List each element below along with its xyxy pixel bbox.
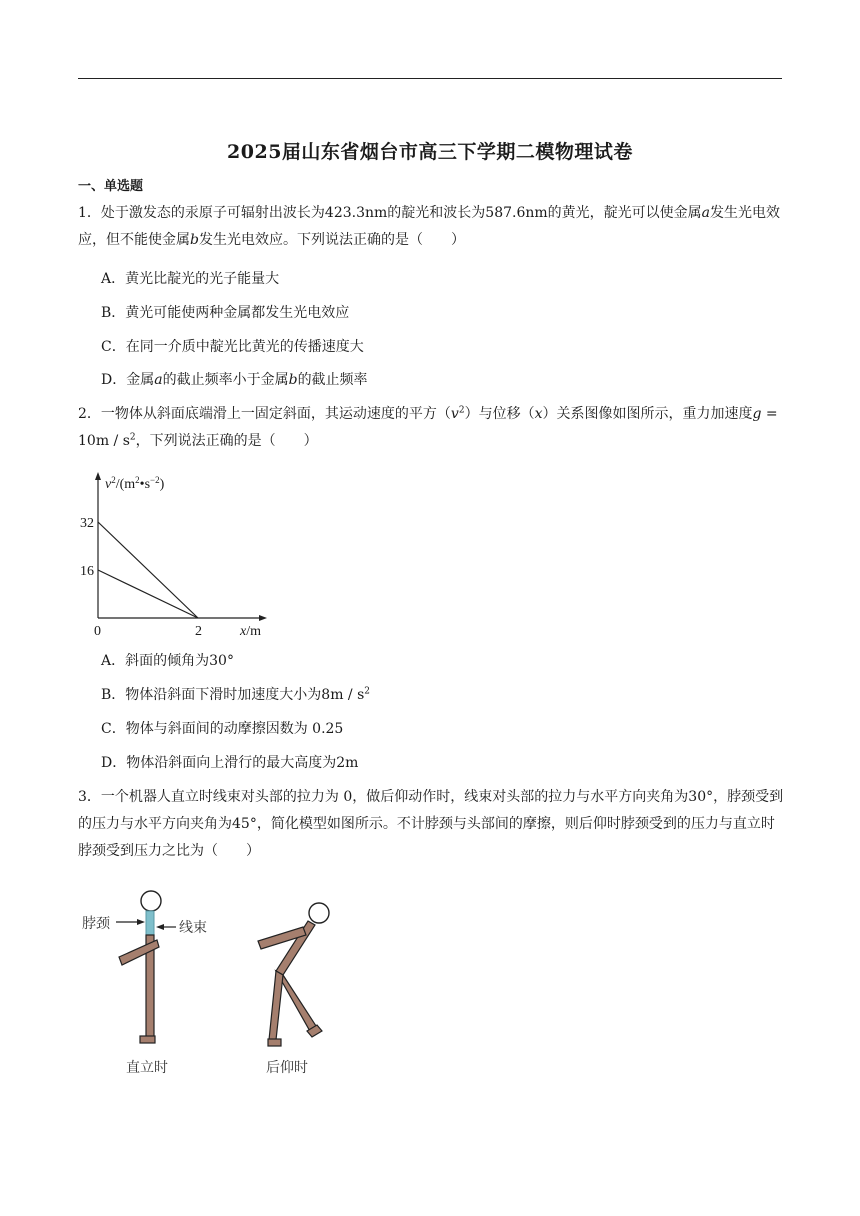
series-line-2 [98,570,198,618]
section-heading: 一、单选题 [78,179,144,194]
q1-option-b[interactable]: B．黄光可能使两种金属都发生光电效应 [101,305,350,321]
upright-neck [146,911,154,937]
question-3: 3．一个机器人直立时线束对头部的拉力为 0，做后仰动作时，线束对头部的拉力与水平方向夹角为30°，脖颈受到的压力与水平方向夹角为45°，简化模型如图所示。不计脖颈与头部间的摩擦，则后仰时脖颈受到的压力与直立时脖颈受到压力之比为（ ） [78,789,784,859]
lean-leg-back [269,971,283,1040]
question-1: 1．处于激发态的汞原子可辐射出波长为423.3nm的靛光和波长为587.6nm的黄光，靛光可以使金属a发生光电效应，但不能使金属b发生光电效应。下列说法正确的是（ ） [78,205,781,248]
y-axis-label: $v^2/(m^2•s^{-2})$ [105,475,165,492]
lean-caption: 后仰时 [266,1060,308,1076]
harness-label: 线束 [179,920,207,936]
neck-label: 脖颈 [82,916,110,932]
leaning-robot [258,903,329,1076]
q2-option-d[interactable]: D．物体沿斜面向上滑行的最大高度为2m [101,755,359,771]
upright-robot [82,891,207,1076]
q2-option-a[interactable]: A．斜面的倾角为30° [101,653,234,669]
robot-figure [78,885,378,1085]
q1-option-a[interactable]: A．黄光比靛光的光子能量大 [101,271,280,287]
q2-option-b[interactable]: B．物体沿斜面下滑时加速度大小为$8m / s^2$ [101,686,371,703]
lean-head [309,903,329,923]
question-number: 1． [78,205,101,221]
y-tick-32: 32 [80,516,94,531]
page-title: 2025届山东省烟台市高三下学期二模物理试卷 [227,141,633,163]
series-line-1 [98,522,198,618]
question-number: 2． [78,406,101,422]
lean-foot-back [268,1039,281,1046]
y-axis-arrow [95,472,101,480]
upright-foot [140,1036,155,1043]
x-axis-arrow [259,615,267,621]
q2-option-c[interactable]: C．物体与斜面间的动摩擦因数为 0.25 [101,721,344,737]
origin-label: 0 [94,624,101,639]
y-tick-16: 16 [80,564,94,579]
question-2: 2．一物体从斜面底端滑上一固定斜面，其运动速度的平方$(v^2)$与位移（x）关系图像如图所示，重力加速度$g = 10m / s^2$，下列说法正确的是（ ） [78,405,778,449]
header-rule [78,78,782,79]
v2-x-graph [78,468,278,640]
q1-option-c[interactable]: C．在同一介质中靛光比黄光的传播速度大 [101,339,364,355]
upright-caption: 直立时 [126,1060,168,1076]
upright-head [141,891,161,911]
q1-option-d[interactable]: D．金属a的截止频率小于金属b的截止频率 [101,372,368,388]
question-number: 3． [78,789,101,805]
x-axis-label: x/m [240,624,261,639]
x-tick-2: 2 [195,624,202,639]
